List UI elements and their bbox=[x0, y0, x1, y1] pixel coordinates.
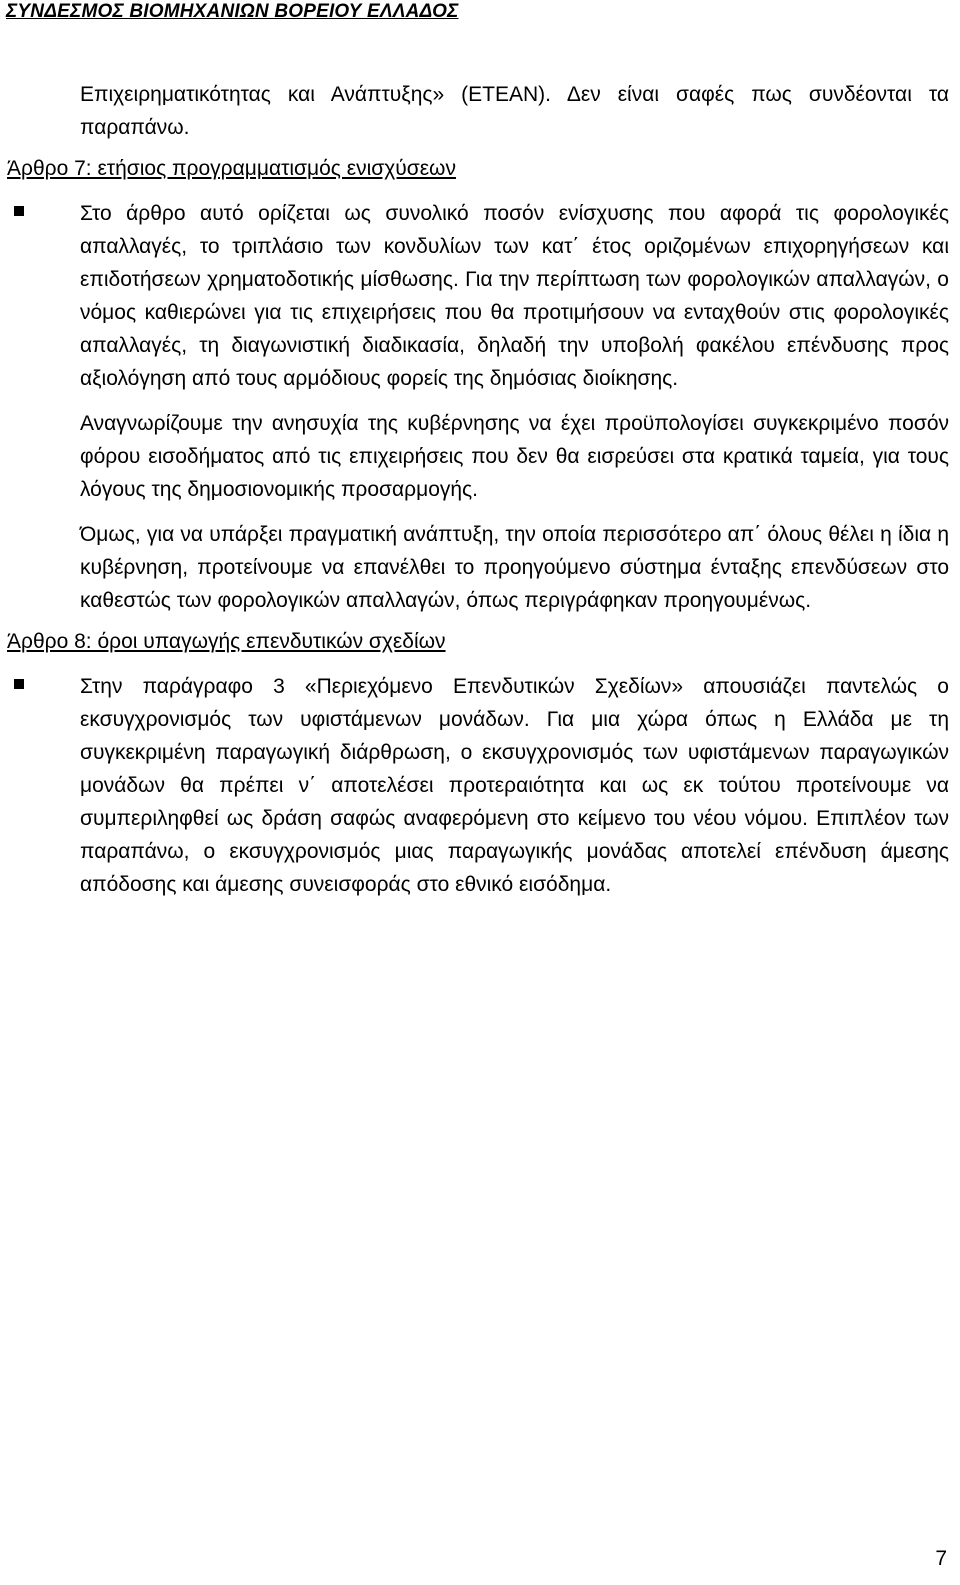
intro-paragraph: Επιχειρηματικότητας και Ανάπτυξης» (ΕΤΕΑΝ). Δεν είναι σαφές πως συνδέονται τα παραπάνω. bbox=[80, 83, 949, 139]
article-7-paragraph-2: Αναγνωρίζουμε την ανησυχία της κυβέρνησης να έχει προϋπολογίσει συγκεκριμένο ποσόν φόρου εισοδήματος από τις επιχειρήσεις που δεν θα εισρεύσει στα κρατικά ταμεία, για τους λόγους της δημοσιονομικής προσαρμογής. bbox=[80, 412, 949, 501]
article-8-heading bbox=[7, 625, 960, 658]
document-header-title: ΣΥΝΔΕΣΜΟΣ ΒΙΟΜΗΧΑΝΙΩΝ ΒΟΡΕΙΟΥ ΕΛΛΑΔΟΣ bbox=[6, 1, 459, 22]
article-7-heading-text: Άρθρο 7: ετήσιος προγραμματισμός ενισχύσεων bbox=[7, 157, 456, 180]
article-7-bullet-text: Στο άρθρο αυτό ορίζεται ως συνολικό ποσόν ενίσχυσης που αφορά τις φορολογικές απαλλαγές, το τριπλάσιο των κονδυλίων των κατ΄ έτος οριζομένων επιχορηγήσεων και επιδοτήσεων χρηματοδοτικής μίσθωσης. Για την περίπτωση των φορολογικών απαλλαγών, ο νόμος καθιερώνει για τις επιχειρήσεις που θα προτιμήσουν να ενταχθούν στις φορολογικές απαλλαγές, τη διαγωνιστική διαδικασία, δηλαδή την υποβολή φακέλου επένδυσης προς αξιολόγηση από τους αρμόδιους φορείς της δημόσιας διοίκησης. bbox=[80, 202, 949, 390]
square-bullet-icon bbox=[14, 206, 24, 216]
article-8-heading-text: Άρθρο 8: όροι υπαγωγής επενδυτικών σχεδίων bbox=[7, 630, 446, 653]
article-7-heading bbox=[7, 152, 960, 185]
article-7-paragraph-3: Όμως, για να υπάρξει πραγματική ανάπτυξη, την οποία περισσότερο απ΄ όλους θέλει η ίδια η κυβέρνηση, προτείνουμε να επανέλθει το προηγούμενο σύστημα ένταξης επενδύσεων στο καθεστώς των φορολογικών απαλλαγών, όπως περιγράφηκαν προηγουμένως. bbox=[80, 523, 949, 612]
page-number: 7 bbox=[935, 1547, 947, 1570]
article-7-bullet-item bbox=[80, 197, 949, 395]
document-body bbox=[0, 78, 960, 901]
square-bullet-icon bbox=[14, 679, 24, 689]
article-8-bullet-item bbox=[80, 670, 949, 901]
article-8-bullet-text: Στην παράγραφο 3 «Περιεχόμενο Επενδυτικών Σχεδίων» απουσιάζει παντελώς ο εκσυγχρονισμός των υφιστάμενων μονάδων. Για μια χώρα όπως η Ελλάδα με τη συγκεκριμένη παραγωγική διάρθρωση, ο εκσυγχρονισμός των υφιστάμενων παραγωγικών μονάδων θα πρέπει ν΄ αποτελέσει προτεραιότητα και ως εκ τούτου προτείνουμε να συμπεριληφθεί ως δράση σαφώς αναφερόμενη στο κείμενο του νέου νόμου. Επιπλέον των παραπάνω, ο εκσυγχρονισμός μιας παραγωγικής μονάδας αποτελεί επένδυση άμεσης απόδοσης και άμεσης συνεισφοράς στο εθνικό εισόδημα. bbox=[80, 675, 949, 896]
